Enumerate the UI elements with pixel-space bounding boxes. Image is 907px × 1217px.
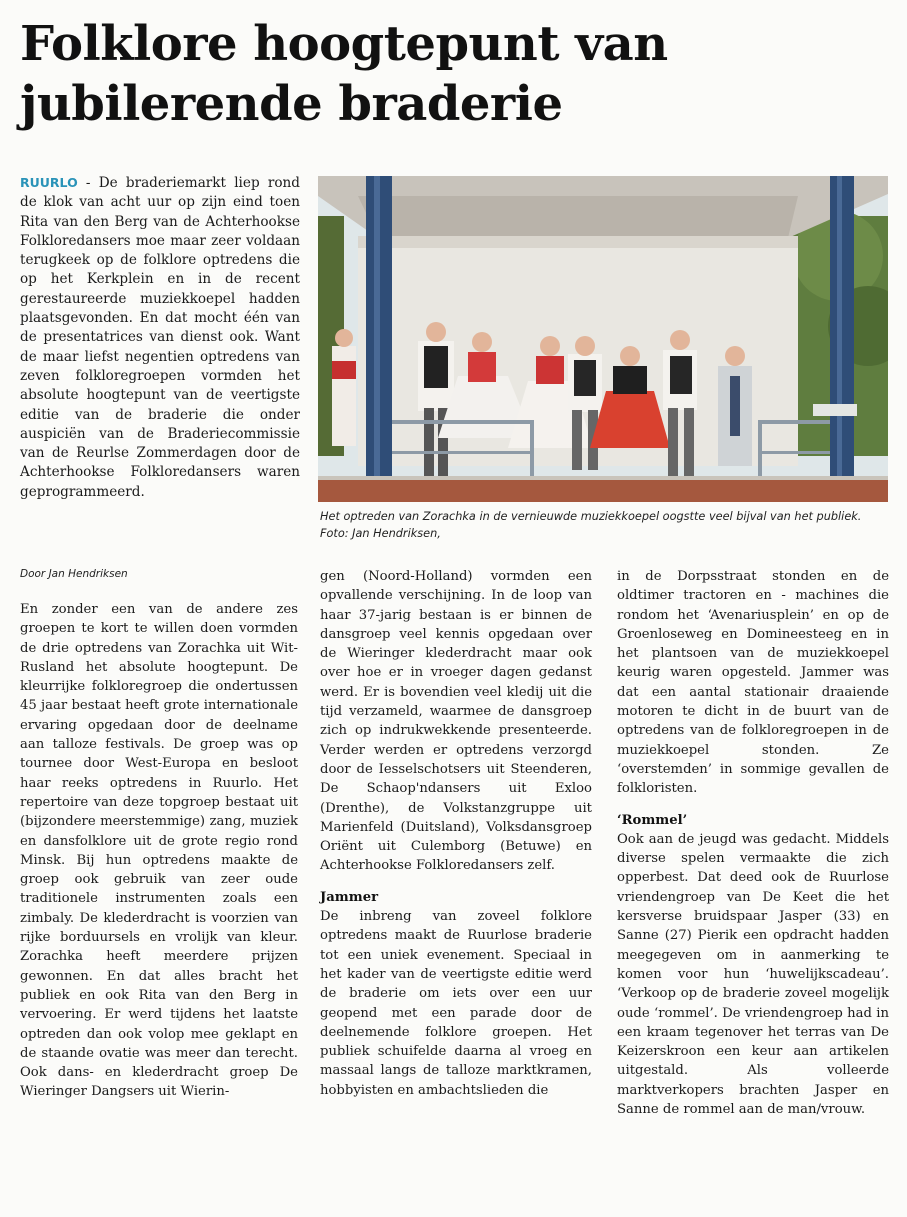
column-3-paragraph-1: in de Dorpsstraat stonden en de oldtimer tractoren en - machines die rondom het ‘Avenariusplein’ en op de Groenloseweg en Domineesteeg en in het plantsoen van de muziekkoepel keurig waren opgesteld. Jammer was dat een aantal stationair draaiende motoren te dicht in de buurt van de optredens van de folkloregroepen in de muziekkoepel stonden. Ze ‘overstemden’ in sommige gevallen de folkloristen. — [617, 569, 889, 797]
column-3 — [617, 567, 889, 1119]
sign — [813, 404, 857, 416]
byline: Door Jan Hendriksen — [20, 568, 128, 580]
column-1 — [20, 600, 298, 1102]
subheading-jammer: Jammer — [320, 889, 379, 905]
column-3-paragraph-2: Ook aan de jeugd was gedacht. Middels diverse spelen vermaakte die zich opperbest. Dat deed ook de Ruurlose vriendengroep van De Keet die het kersverse bruidspaar Jasper (33) en Sanne (27) Pierik een opdracht hadden meegegeven om in aanmerking te komen voor hun ‘huwelijkscadeau’. ‘Verkoop op de braderie zoveel mogelijk oude ‘rommel’. De vriendengroep had in een kraam tegenover het terras van De Keizerskroon een keur aan artikelen uitgestald. Als volleerde marktverkopers brachten Jasper en Sanne de rommel aan de man/vrouw. — [617, 831, 889, 1118]
column-2-paragraph-2: De inbreng van zoveel folklore optredens maakt de Ruurlose braderie tot een uniek evenement. Speciaal in het kader van de veertigste editie werd de braderie om iets over een uur geopend met een parade door de deelnemende folklore groepen. Het publiek schuifelde daarna al vroeg en massaal langs de talloze marktkramen, hobbyisten en ambachtslieden die — [320, 909, 592, 1098]
dateline: RUURLO — [20, 175, 78, 190]
photo-caption: Het optreden van Zorachka in de vernieuwde muziekkoepel oogstte veel bijval van het publiek. Foto: Jan Hendriksen, — [320, 510, 862, 540]
column-1-paragraph: En zonder een van de andere zes groepen te kort te willen doen vormden de drie optredens van Zorachka uit Wit-Rusland het absolute hoogtepunt. De kleurrijke folkloregroep die ondertussen 45 jaar bestaat heeft grote internationale ervaring opgedaan door de deelname aan talloze festivals. De groep was op tournee door West-Europa en besloot haar reeks optredens in Ruurlo. Het repertoire van deze topgroep bestaat uit (bijzondere meerstemmige) zang, muziek en dansfolklore uit de grote regio rond Minsk. Bij hun optredens maakte de groep ook gebruik van zeer oude traditionele instrumenten zoals een zimbaly. De klederdracht is voorzien van rijke borduursels en vrolijk van kleur. Zorachka heeft meerdere prijzen gewonnen. En dat alles bracht het publiek en ook Rita van den Berg in vervoering. Er werd tijdens het laatste optreden dan ook volop mee geklapt en de staande ovatie was meer dan terecht. Ook dans- en klederdracht groep De Wieringer Dangsers uit Wierin- — [20, 602, 298, 1100]
headline-line-1: Folklore hoogtepunt van — [20, 16, 668, 72]
column-2 — [320, 567, 592, 1100]
column-2-paragraph-1: gen (Noord-Holland) vormden een opvallende verschijning. In de loop van haar 37-jarig bestaan is er binnen de dansgroep veel kennis opgedaan over de Wieringer klederdracht maar ook over hoe er in vroeger dagen gedanst werd. Er is bovendien veel kledij uit die tijd verzameld, waarmee de dansgroep zich op indrukwekkende presenteerde. Verder werden er optredens verzorgd door de Iesselschotsers uit Steenderen, De Schaop'ndansers uit Exloo (Drenthe), de Volkstanzgruppe uit Marienfeld (Duitsland), Volksdansgroep Oriënt uit Culemborg (Betuwe) en Achterhookse Folkloredansers zelf. — [320, 569, 592, 874]
intro-text: - De braderiemarkt liep rond de klok van acht uur op zijn eind toen Rita van den Berg van de Achterhookse Folkloredansers moe maar zeer voldaan terugkeek op de folklore optredens die op het Kerkplein en in de recent gerestaureerde muziekkoepel hadden plaatsgevonden. En dat mocht één van de presentatrices van dienst ook. Want de maar liefst negentien optredens van zeven folkloregroepen vormden het absolute hoogtepunt van de veertigste editie van de braderie die onder auspiciën van de Braderiecommissie van de Reurlse Zommerdagen door de Achterhookse Folkloredansers waren geprogrammeerd. — [20, 175, 300, 500]
subheading-rommel: ‘Rommel’ — [617, 812, 688, 828]
brick-base — [318, 478, 888, 502]
roof-beam — [358, 196, 798, 238]
headline — [20, 14, 890, 134]
bandstand-photo-illustration — [318, 176, 888, 502]
article-photo — [318, 176, 888, 502]
headline-line-2: jubilerende braderie — [20, 76, 563, 132]
intro-paragraph — [20, 173, 300, 502]
